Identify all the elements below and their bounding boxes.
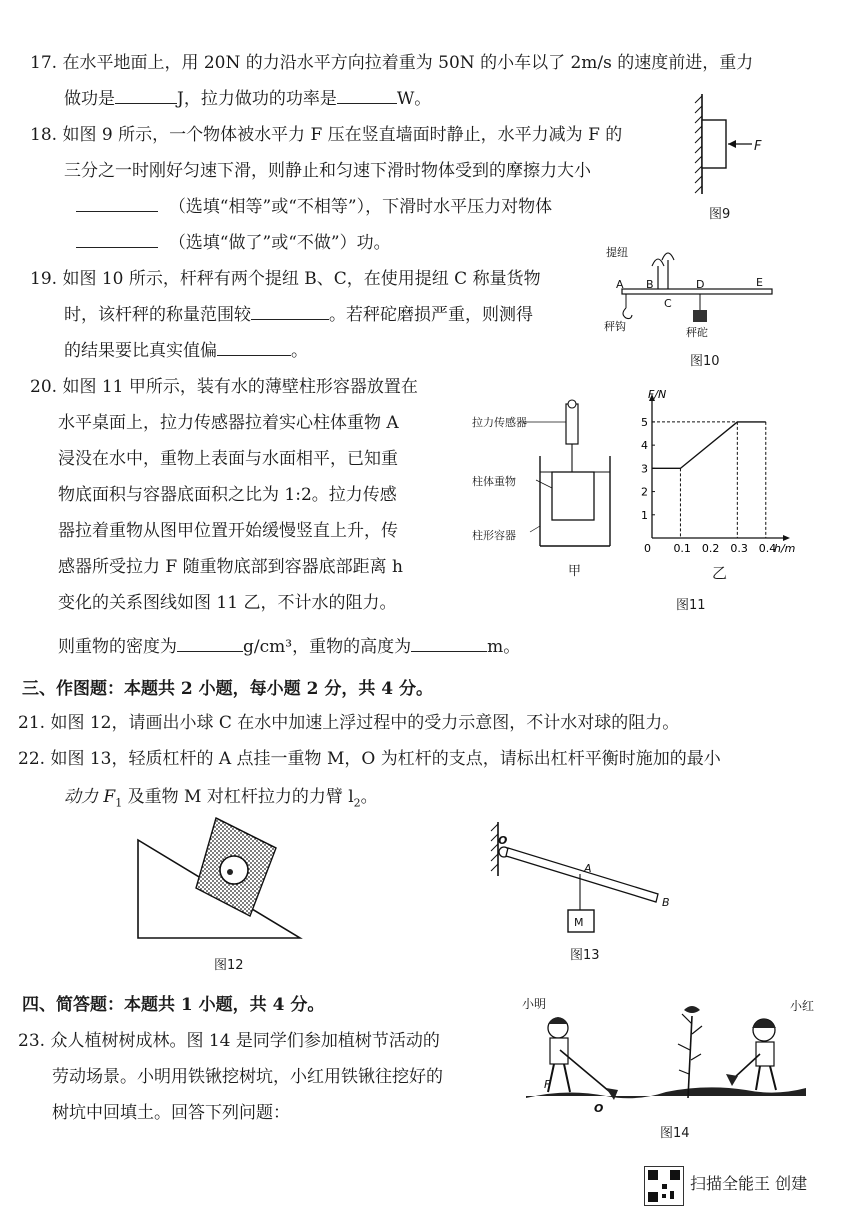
figure-9 [690, 90, 780, 202]
fig11-weight-label: 柱体重物 [472, 475, 516, 488]
fig12-caption: 图12 [214, 958, 244, 973]
q20-line3: 浸没在水中，重物上表面与水面相平，已知重 [58, 449, 398, 469]
q19-text-a: 时，该杆秤的称量范围较 [64, 305, 251, 325]
q17-text-c: W。 [396, 89, 432, 109]
q19-line1: 19. 如图 10 所示，杆秤有两个提纽 B、C，在使用提纽 C 称量货物 [30, 269, 541, 289]
q23-line3: 树坑中回填土。回答下列问题： [52, 1103, 290, 1123]
q20-line4: 物底面积与容器底面积之比为 1:2。拉力传感 [58, 485, 397, 505]
y-tick-label: 4 [641, 439, 648, 453]
q22-sub-2: 2 [353, 796, 361, 810]
q20-text-a: 则重物的密度为 [58, 637, 177, 657]
x-tick-label: 0.3 [730, 542, 748, 555]
q22-text-c: 及重物 M 对杠杆拉力的力臂 l [122, 787, 354, 807]
q20-line2: 水平桌面上，拉力传感器拉着实心柱体重物 A [58, 413, 399, 433]
y-tick-label: 3 [641, 462, 648, 476]
fig10-label-B: B [646, 278, 654, 291]
q20-line5: 器拉着重物从图甲位置开始缓慢竖直上升，传 [58, 521, 398, 541]
figure-10 [604, 244, 782, 344]
x-axis-label: h/m [774, 542, 796, 555]
q20-blank-1[interactable] [177, 631, 243, 652]
q20-line8 [58, 630, 520, 664]
q19-blank-1[interactable] [251, 299, 329, 320]
x-tick-label: 0 [644, 542, 651, 555]
q20-text-c: m。 [487, 637, 521, 657]
watermark-text: 扫描全能王 创建 [690, 1174, 808, 1193]
x-tick-label: 0.4 [758, 542, 777, 555]
fig13-label-O: O [498, 834, 508, 847]
q19-text-d: 。 [291, 341, 308, 361]
q17-text-a: 做功是 [64, 89, 115, 109]
fig14-label-O: O [594, 1102, 604, 1115]
x-tick-label: 0.2 [701, 542, 720, 555]
q19-blank-2[interactable] [217, 335, 291, 356]
fig13-label-B: B [662, 896, 670, 909]
y-tick-label: 5 [641, 415, 648, 429]
q20-text-b: g/cm³，重物的高度为 [243, 637, 412, 657]
section-3-title: 三、作图题：本题共 2 小题，每小题 2 分，共 4 分。 [22, 679, 433, 699]
q17-line2 [64, 82, 431, 116]
fig11-container-label: 柱形容器 [472, 529, 516, 542]
q18-line1: 18. 如图 9 所示，一个物体被水平力 F 压在竖直墙面时静止，水平力减为 F 的 [30, 125, 623, 145]
y-tick-label: 1 [641, 508, 648, 522]
fig13-caption: 图13 [570, 948, 600, 963]
fig10-label-chengtuo: 秤砣 [686, 326, 708, 339]
q22-sub-1: 1 [115, 796, 123, 810]
q18-blank-1[interactable] [76, 191, 158, 212]
figure-12 [130, 814, 310, 944]
q23-line1: 23. 众人植树树成林。图 14 是同学们参加植树节活动的 [18, 1031, 440, 1051]
q20-blank-2[interactable] [411, 631, 487, 652]
figure-11-yi-chart [630, 388, 796, 562]
q23-line2: 劳动场景。小明用铁锹挖树坑，小红用铁锹往挖好的 [52, 1067, 443, 1087]
fig11-yi-label: 乙 [712, 564, 728, 582]
fig11-caption: 图11 [676, 598, 706, 613]
q18-line2: 三分之一时刚好匀速下滑，则静止和匀速下滑时物体受到的摩擦力大小 [64, 161, 591, 181]
q18-line4 [76, 226, 391, 260]
fig10-label-A: A [616, 278, 624, 291]
fig10-label-C: C [664, 297, 672, 310]
y-tick-label: 2 [641, 485, 648, 499]
fig11-sensor-label: 拉力传感器 [472, 416, 527, 429]
fig14-label-xiaoming: 小明 [522, 997, 547, 1011]
q22-text-e: 。 [360, 787, 378, 807]
y-axis-label: F/N [648, 388, 667, 401]
fig10-label-chenggou: 秤钩 [604, 320, 626, 333]
q19-line3 [64, 334, 308, 368]
fig9-caption: 图9 [709, 207, 731, 222]
q17-blank-1[interactable] [115, 83, 177, 104]
q17-text-b: J，拉力做功的功率是 [177, 89, 337, 109]
fig10-label-D: D [696, 278, 705, 291]
q22-line1: 22. 如图 13，轻质杠杆的 A 点挂一重物 M，O 为杠杆的支点，请标出杠杆平衡时施加的最小 [18, 749, 721, 769]
x-axis-arrow [783, 535, 790, 541]
fig10-label-E: E [756, 276, 763, 289]
q21-text: 21. 如图 12，请画出小球 C 在水中加速上浮过程中的受力示意图，不计水对球的阻力。 [18, 713, 680, 733]
q17-blank-2[interactable] [337, 83, 397, 104]
q18-line3 [76, 190, 552, 224]
data-line [652, 422, 766, 468]
fig14-label-F: F [544, 1078, 551, 1091]
q20-line1: 20. 如图 11 甲所示，装有水的薄壁柱形容器放置在 [30, 377, 418, 397]
section-4-title: 四、简答题：本题共 1 小题，共 4 分。 [22, 995, 325, 1015]
fig10-caption: 图10 [690, 354, 720, 369]
fig13-label-M: M [574, 916, 584, 929]
q22-text-a: 动力 F [64, 787, 116, 807]
fig10-label-tiniu: 提纽 [606, 246, 628, 259]
q17-line1: 17. 在水平地面上，用 20N 的力沿水平方向拉着重为 50N 的小车以了 2m/s 的速度前进，重力 [30, 53, 754, 73]
q19-line2 [64, 298, 533, 332]
q20-line7: 变化的关系图线如图 11 乙，不计水的阻力。 [58, 593, 397, 613]
x-tick-label: 0.1 [673, 542, 691, 555]
figure-13 [484, 814, 684, 944]
fig13-label-A: A [584, 862, 592, 875]
fig11-jia-label: 甲 [568, 564, 582, 579]
fig14-caption: 图14 [660, 1126, 690, 1141]
q18-blank-2[interactable] [76, 227, 158, 248]
figure-14 [520, 994, 820, 1118]
q20-line6: 感器所受拉力 F 随重物底部到容器底部距离 h [58, 557, 403, 577]
q19-text-b: 。若秤砣磨损严重，则测得 [329, 305, 533, 325]
qr-code-icon [644, 1166, 684, 1206]
fig9-force-label: F [754, 139, 762, 154]
fig14-label-xiaohong: 小红 [790, 999, 815, 1013]
q18-text-4: （选填“做了”或“不做”）功。 [168, 233, 391, 253]
q18-text-3: （选填“相等”或“不相等”），下滑时水平压力对物体 [168, 197, 553, 217]
q19-text-c: 的结果要比真实值偏 [64, 341, 217, 361]
